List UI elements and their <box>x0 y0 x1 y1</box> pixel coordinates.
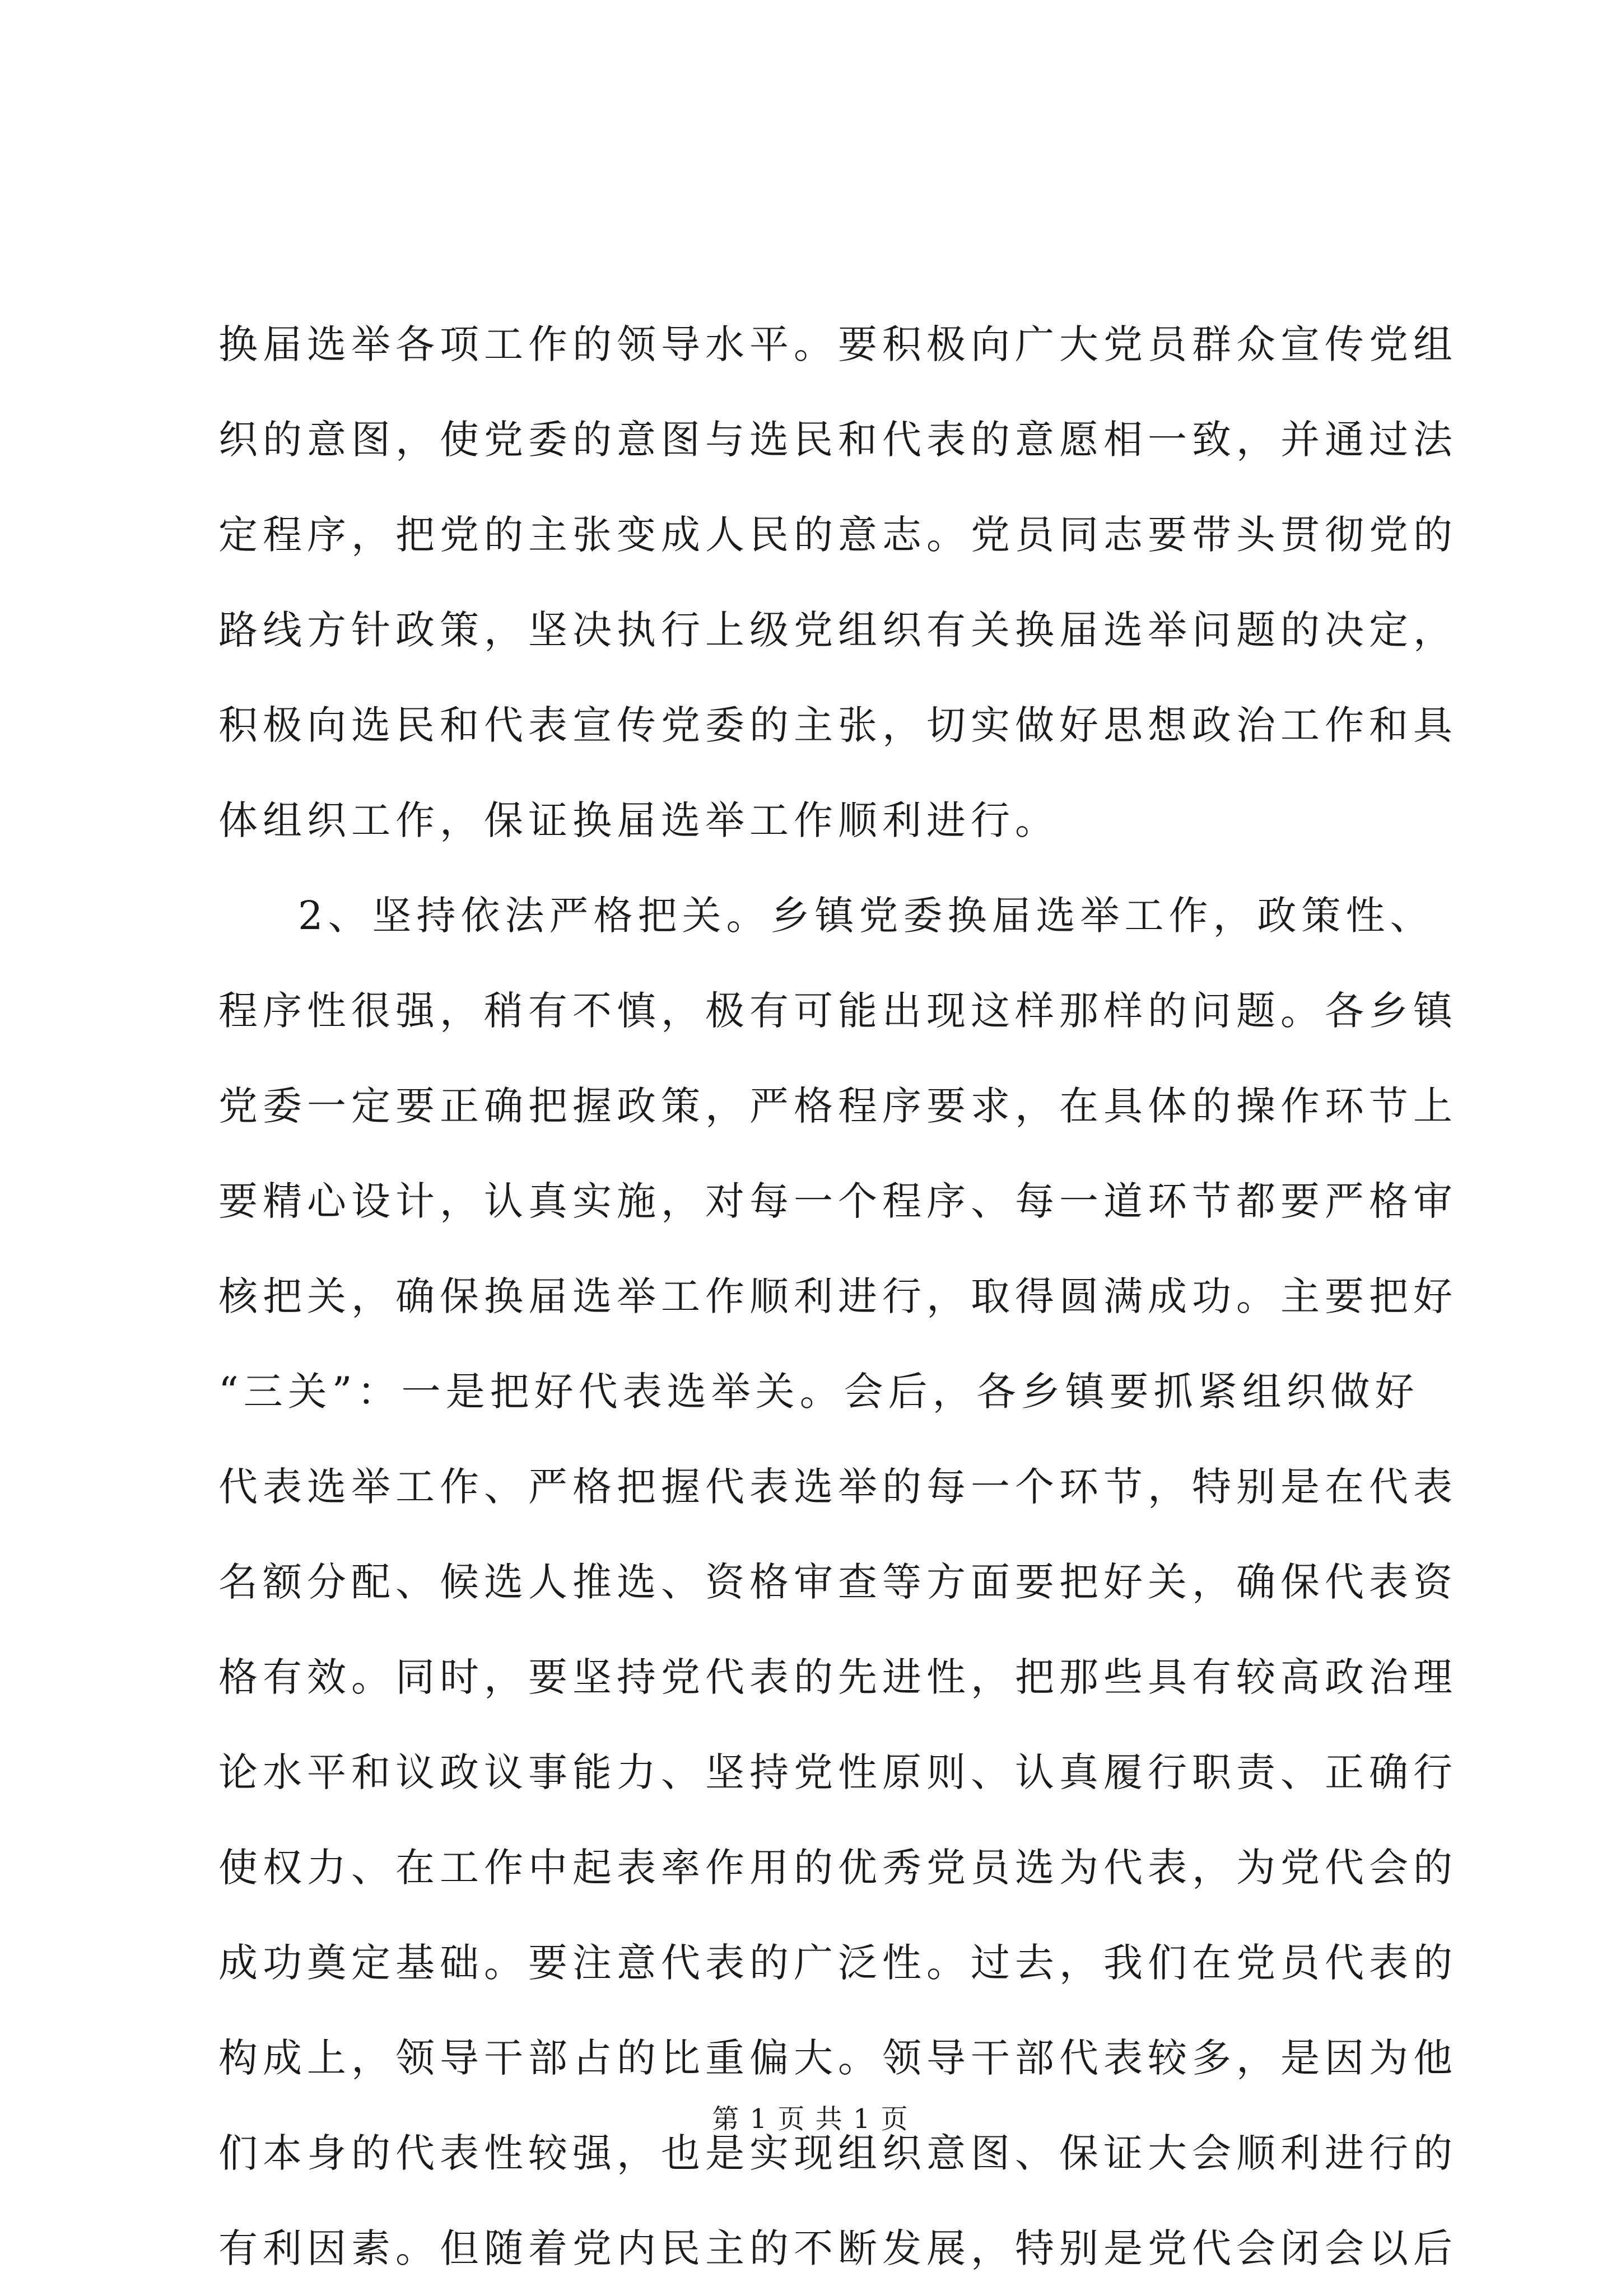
text-line: 党委一定要正确把握政策，严格程序要求，在具体的操作环节上 <box>218 1083 1457 1129</box>
text-line: 论水平和议政议事能力、坚持党性原则、认真履行职责、正确行 <box>218 1749 1457 1795</box>
text-line: “三关”：一是把好代表选举关。会后，各乡镇要抓紧组织做好 <box>218 1369 1419 1415</box>
text-line: 要精心设计，认真实施，对每一个程序、每一道环节都要严格审 <box>218 1178 1457 1224</box>
text-line: 路线方针政策，坚决执行上级党组织有关换届选举问题的决定， <box>218 607 1457 653</box>
text-line: 构成上，领导干部占的比重偏大。领导干部代表较多，是因为他 <box>218 2035 1457 2081</box>
document-body <box>218 297 1457 2296</box>
text-line: 使权力、在工作中起表率作用的优秀党员选为代表，为党代会的 <box>218 1845 1457 1891</box>
page-number-footer: 第 1 页 共 1 页 <box>712 2103 909 2135</box>
text-line: 有利因素。但随着党内民主的不断发展，特别是党代会闭会以后 <box>218 2225 1457 2271</box>
text-line: 核把关，确保换届选举工作顺利进行，取得圆满成功。主要把好 <box>218 1273 1457 1319</box>
text-line: 成功奠定基础。要注意代表的广泛性。过去，我们在党员代表的 <box>218 1940 1457 1986</box>
text-line: 定程序，把党的主张变成人民的意志。党员同志要带头贯彻党的 <box>218 512 1457 558</box>
text-line: 代表选举工作、严格把握代表选举的每一个环节，特别是在代表 <box>218 1464 1457 1510</box>
text-line: 积极向选民和代表宣传党委的主张，切实做好思想政治工作和具 <box>218 702 1457 748</box>
text-line: 们本身的代表性较强，也是实现组织意图、保证大会顺利进行的 <box>218 2130 1457 2176</box>
text-line: 换届选举各项工作的领导水平。要积极向广大党员群众宣传党组 <box>218 321 1457 367</box>
text-line: 织的意图，使党委的意图与选民和代表的意愿相一致，并通过法 <box>218 417 1457 463</box>
text-line: 体组织工作，保证换届选举工作顺利进行。 <box>218 797 1059 843</box>
text-line: 名额分配、候选人推选、资格审查等方面要把好关，确保代表资 <box>218 1559 1457 1605</box>
text-line: 程序性很强，稍有不慎，极有可能出现这样那样的问题。各乡镇 <box>218 988 1457 1034</box>
paragraph-start-line: 2、坚持依法严格把关。乡镇党委换届选举工作，政策性、 <box>298 893 1434 939</box>
text-line: 格有效。同时，要坚持党代表的先进性，把那些具有较高政治理 <box>218 1654 1457 1700</box>
